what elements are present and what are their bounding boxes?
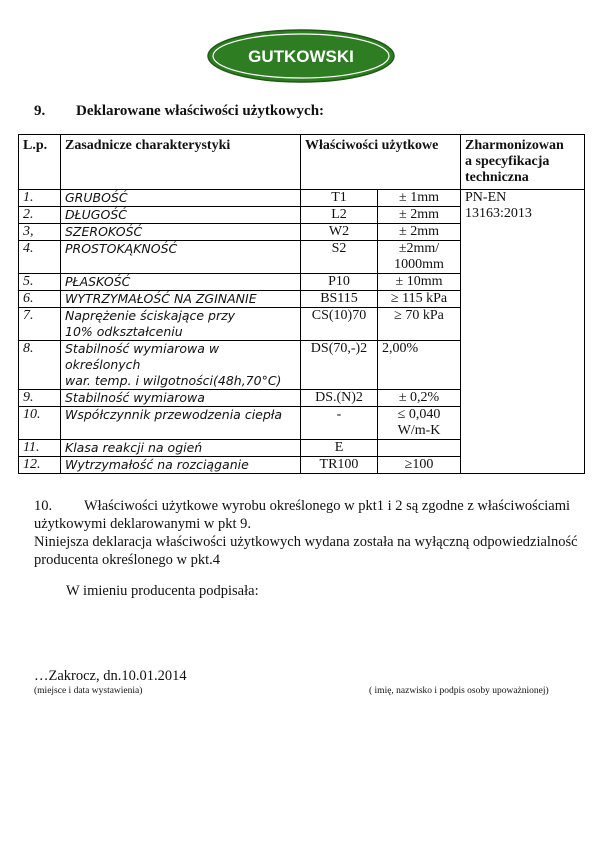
row-characteristic: PŁASKOŚĆ [61, 274, 301, 291]
row-symbol: E [301, 440, 378, 457]
section-10-para1 [34, 497, 582, 533]
row-symbol: L2 [301, 207, 378, 224]
row-lp: 10. [19, 407, 61, 440]
row-characteristic: Stabilność wymiarowa w określonych [65, 341, 220, 372]
row-characteristic: GRUBOŚĆ [61, 190, 301, 207]
header-characteristic: Zasadnicze charakterystyki [61, 135, 301, 190]
row-characteristic: Wytrzymałość na rozciąganie [61, 457, 301, 474]
row-value: 2,00% [378, 341, 461, 390]
row-symbol: - [301, 407, 378, 440]
spec-line1: PN-EN [465, 190, 507, 205]
row-symbol: DS(70,-)2 [301, 341, 378, 390]
section-9-heading: Deklarowane właściwości użytkowych: [76, 103, 325, 119]
header-spec-line2: a specyfikacja [465, 154, 550, 169]
signatory-caption: ( imię, nazwisko i podpis osoby upoważnionej) [369, 686, 549, 696]
row-characteristic: WYTRZYMAŁOŚĆ NA ZGINANIE [61, 291, 301, 308]
row-value-multiline [378, 407, 461, 440]
header-spec [461, 135, 585, 190]
section-10-text2: Niniejsza deklaracja właściwości użytkowych wydana została na wyłączną odpowiedzialność producenta określonego w pkt.4 [34, 534, 578, 568]
row-value: ≤ 0,040 [397, 407, 441, 422]
row-lp: 5. [19, 274, 61, 291]
logo-text: GUTKOWSKI [248, 47, 354, 66]
spec-line2: 13163:2013 [465, 206, 532, 221]
row-characteristic-cont: 10% odkształceniu [65, 324, 183, 339]
header-properties: Właściwości użytkowe [301, 135, 461, 190]
row-lp: 3, [19, 224, 61, 241]
section-9-title [34, 103, 324, 120]
header-spec-line3: techniczna [465, 170, 529, 185]
row-symbol: TR100 [301, 457, 378, 474]
row-lp: 12. [19, 457, 61, 474]
place-date-caption: (miejsce i data wystawienia) [34, 686, 143, 696]
row-value: ± 1mm [378, 190, 461, 207]
table-header-row [19, 135, 585, 190]
row-characteristic-multiline [61, 341, 301, 390]
row-value: ±2mm/ [398, 241, 440, 256]
signature-label: W imieniu producenta podpisała: [66, 583, 259, 599]
row-value: ≥100 [378, 457, 461, 474]
row-characteristic: Naprężenie ściskające przy [65, 308, 236, 323]
row-symbol: P10 [301, 274, 378, 291]
row-value: ± 2mm [378, 224, 461, 241]
row-lp: 2. [19, 207, 61, 224]
row-lp: 6. [19, 291, 61, 308]
row-lp: 8. [19, 341, 61, 390]
section-10-number: 10. [34, 498, 53, 514]
row-lp: 7. [19, 308, 61, 341]
row-value-cont: 1000mm [394, 257, 444, 272]
row-symbol: DS.(N)2 [301, 390, 378, 407]
row-value [378, 440, 461, 457]
table-row [19, 190, 585, 207]
row-symbol: CS(10)70 [301, 308, 378, 341]
row-lp: 11. [19, 440, 61, 457]
row-value: ± 2mm [378, 207, 461, 224]
row-lp: 9. [19, 390, 61, 407]
row-characteristic: Współczynnik przewodzenia ciepła [61, 407, 301, 440]
row-value: ± 0,2% [378, 390, 461, 407]
company-logo [206, 28, 396, 84]
header-spec-line1: Zharmonizowan [465, 138, 564, 153]
section-10 [34, 497, 582, 569]
row-symbol: T1 [301, 190, 378, 207]
row-characteristic: SZEROKOŚĆ [61, 224, 301, 241]
row-symbol: BS115 [301, 291, 378, 308]
properties-table [18, 134, 585, 474]
row-value-multiline [378, 241, 461, 274]
row-value-cont: W/m-K [397, 423, 441, 438]
row-value: ≥ 115 kPa [378, 291, 461, 308]
row-value: ± 10mm [378, 274, 461, 291]
row-lp: 4. [19, 241, 61, 274]
row-characteristic: Klasa reakcji na ogień [61, 440, 301, 457]
row-symbol: W2 [301, 224, 378, 241]
header-lp: L.p. [19, 135, 61, 190]
place-date: …Zakrocz, dn.10.01.2014 [34, 668, 187, 684]
row-symbol: S2 [301, 241, 378, 274]
spec-cell [461, 190, 585, 474]
row-characteristic-cont: war. temp. i wilgotności(48h,70°C) [65, 373, 282, 388]
row-value: ≥ 70 kPa [378, 308, 461, 341]
row-lp: 1. [19, 190, 61, 207]
section-10-text1: Właściwości użytkowe wyrobu określonego w pkt1 i 2 są zgodne z właściwościami użytkowymi deklarowanymi w pkt 9. [34, 498, 571, 532]
row-characteristic: DŁUGOŚĆ [61, 207, 301, 224]
section-9-number: 9. [34, 103, 46, 119]
row-characteristic-multiline [61, 308, 301, 341]
row-characteristic: Stabilność wymiarowa [61, 390, 301, 407]
row-characteristic: PROSTOKĄKNOŚĆ [61, 241, 301, 274]
